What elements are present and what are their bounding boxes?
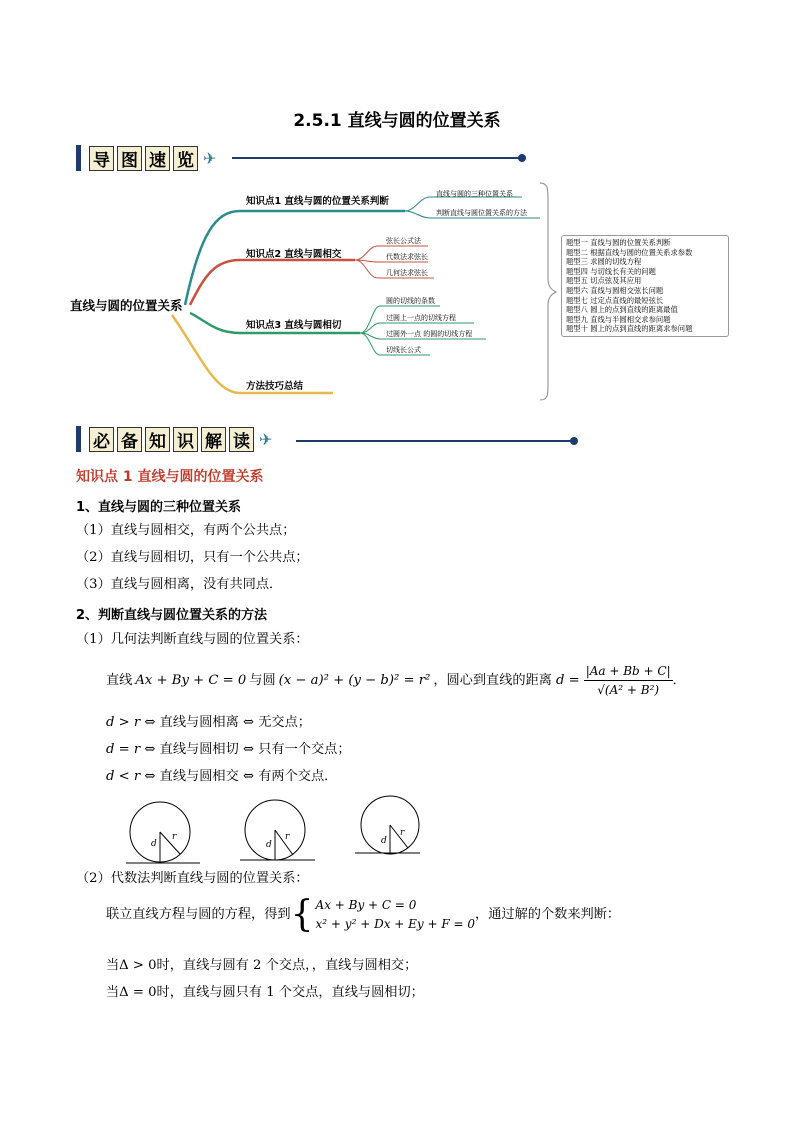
banner-char: 识: [173, 427, 198, 452]
kp1-label: 知识点1 直线与圆的位置关系判断: [246, 196, 389, 207]
type-item: 题型七 过定点直线的最短弦长: [566, 295, 664, 305]
kp3-leaf: 圆的切线的条数: [386, 297, 435, 305]
banner-char: 知: [145, 427, 170, 452]
distance-fraction: $\frac{|Aa + Bb + C|}{\text{√(A² + B²)}}$: [585, 664, 671, 697]
distance-formula: 直线 Ax + By + C = 0 与圆 (x − a)² + (y − b)² = r² ，圆心到直线的距离 d = $\frac{|Aa + Bb + C|}{\text{√(A² + B²)}}$ ．: [106, 664, 686, 697]
geometry-case: d > r ⇔ 直线与圆相离 ⇔ 无交点；: [106, 715, 311, 730]
kp2-leaf: 几何法求弦长: [386, 269, 428, 277]
banner-char: 图: [117, 146, 142, 171]
type-item: 题型八 圆上的点到直线的距离最值: [566, 305, 678, 315]
label-d: d: [266, 840, 272, 850]
kp4-label: 方法技巧总结: [246, 381, 304, 392]
kp2-leaf: 代数法求弦长: [386, 253, 428, 261]
banner-char: 导: [89, 146, 114, 171]
kp2-leaf: 弦长公式法: [386, 237, 421, 245]
banner-mindmap: [76, 144, 216, 172]
banner-bar: [76, 426, 81, 452]
kp3-leaf: 过圆上一点的切线方程: [386, 314, 456, 322]
kp1-leaf: 判断直线与圆位置关系的方法: [436, 209, 527, 217]
banner-char: 备: [117, 427, 142, 452]
branch-kp2: [190, 260, 355, 305]
kp3-label: 知识点3 直线与圆相切: [246, 320, 342, 331]
kp1-leaf: 直线与圆的三种位置关系: [436, 190, 513, 198]
label-r: r: [400, 828, 405, 838]
label-d: d: [151, 839, 157, 849]
question-type-list: [561, 235, 729, 337]
type-item: 题型一 直线与圆的位置关系判断: [566, 238, 671, 247]
banner-line: [296, 440, 574, 442]
type-item: 题型五 切点弦及其应用: [566, 276, 642, 286]
section-heading: 2、判断直线与圆位置关系的方法: [76, 608, 268, 623]
label-d: d: [381, 836, 387, 846]
text-line: 当Δ > 0时，直线与圆有 2 个交点，，直线与圆相交；: [106, 958, 418, 973]
banner-char: 必: [89, 427, 114, 452]
kp3-leaf: 切线长公式: [386, 346, 421, 354]
paper-plane-icon: ✈: [259, 429, 273, 449]
banner-char: 速: [145, 146, 170, 171]
equation-system: 联立直线方程与圆的方程，得到 { Ax + By + C = 0 x² + y² + Dx + Ey + F = 0 ，通过解的个数来判断：: [106, 894, 621, 935]
knowledge-point-title: 知识点 1 直线与圆的位置关系: [76, 469, 264, 485]
mindmap-root: 直线与圆的位置关系: [70, 298, 183, 313]
text-line: （3）直线与圆相离，没有共同点．: [76, 577, 283, 592]
geometry-case: d = r ⇔ 直线与圆相切 ⇔ 只有一个交点；: [106, 742, 351, 757]
type-item: 题型四 与切线长有关的问题: [566, 266, 656, 276]
banner-char: 读: [229, 427, 254, 452]
banner-line: [232, 157, 522, 159]
kp2-label: 知识点2 直线与圆相交: [246, 249, 342, 260]
type-item: 题型九 直线与半圆相交求参问题: [566, 314, 671, 324]
kp3-leaf: 过圆外一点 的圆的切线方程: [386, 330, 473, 338]
banner-char: 览: [173, 146, 198, 171]
banner-knowledge: [76, 425, 272, 453]
section-heading: 1、直线与圆的三种位置关系: [76, 500, 242, 515]
type-item: 题型十 圆上的点到直线的距离求参问题: [566, 324, 693, 334]
type-item: 题型二 根据直线与圆的位置关系求参数: [566, 247, 693, 257]
type-item: 题型六 直线与圆相交弦长问题: [566, 285, 664, 295]
text-line: 当Δ = 0时，直线与圆只有 1 个交点，直线与圆相切；: [106, 985, 424, 1000]
banner-char: 解: [201, 427, 226, 452]
paper-plane-icon: ✈: [203, 148, 217, 168]
type-item: 题型三 求圆的切线方程: [566, 257, 642, 267]
banner-bar: [76, 145, 81, 171]
label-r: r: [172, 832, 177, 842]
page-title: 2.5.1 直线与圆的位置关系: [293, 111, 501, 131]
label-r: r: [285, 832, 290, 842]
text-line: （2）代数法判断直线与圆的位置关系：: [76, 871, 309, 886]
text-line: （2）直线与圆相切，只有一个公共点；: [76, 550, 309, 565]
text-line: （1）几何法判断直线与圆的位置关系：: [76, 632, 309, 647]
geometry-case: d < r ⇔ 直线与圆相交 ⇔ 有两个交点．: [106, 769, 338, 784]
text-line: （1）直线与圆相交，有两个公共点；: [76, 523, 296, 538]
position-figures: [110, 795, 440, 865]
